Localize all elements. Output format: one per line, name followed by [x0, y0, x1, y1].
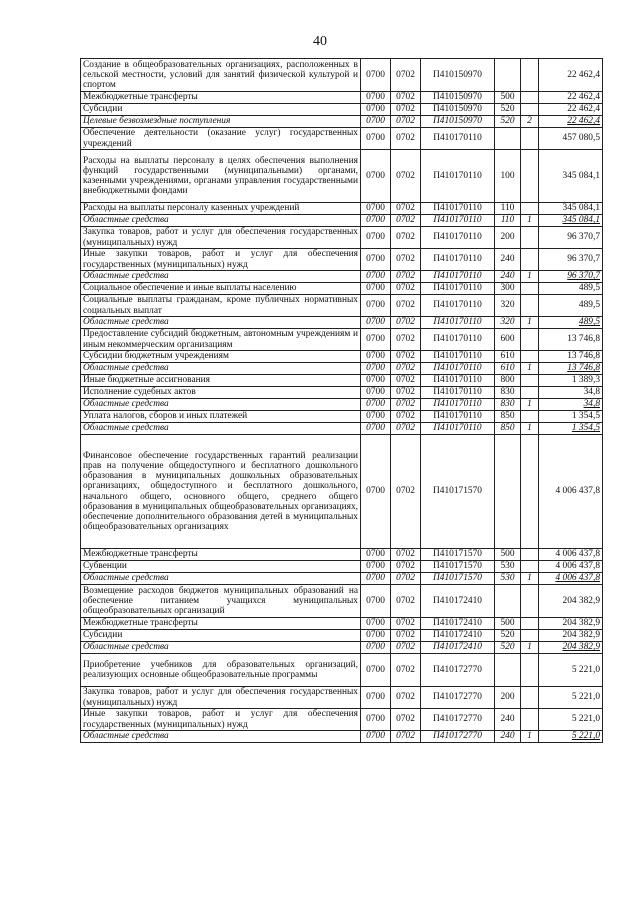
row-source-cell — [521, 387, 539, 399]
row-section-cell: 0700 — [361, 387, 391, 399]
row-type-cell: 600 — [495, 329, 521, 351]
row-subsection-cell: 0702 — [391, 150, 421, 203]
table-row — [81, 363, 603, 375]
row-name-cell: Приобретение учебников для образовательных организаций, реализующих основные общеобразовательные программы — [81, 654, 361, 687]
row-amount-cell: 489,5 — [539, 283, 603, 295]
row-section-cell: 0700 — [361, 654, 391, 687]
row-code-cell: П410170110 — [421, 128, 495, 150]
row-code-cell: П410171570 — [421, 573, 495, 585]
table-row — [81, 150, 603, 203]
row-section-cell: 0700 — [361, 128, 391, 150]
row-section-cell: 0700 — [361, 215, 391, 227]
row-type-cell: 110 — [495, 203, 521, 215]
row-subsection-cell: 0702 — [391, 104, 421, 116]
table-row — [81, 387, 603, 399]
row-source-cell — [521, 709, 539, 731]
row-subsection-cell: 0702 — [391, 642, 421, 654]
row-amount-cell: 5 221,0 — [539, 687, 603, 709]
table-row — [81, 423, 603, 435]
row-subsection-cell: 0702 — [391, 387, 421, 399]
row-source-cell — [521, 654, 539, 687]
row-name-cell: Областные средства — [81, 363, 361, 375]
row-code-cell: П410150970 — [421, 116, 495, 128]
row-source-cell: 1 — [521, 642, 539, 654]
row-name-cell: Финансовое обеспечение государственных гарантий реализации прав на получение общедоступного и бесплатного дошкольного образования в муниципальных дошкольных образовательных организациях, общедоступного и бесплатного дошкольного, начального общего, основного общего, среднего общего образования в муниципальных общеобразовательных организациях, обеспечение дополнительного образования детей в муниципальных общеобразовательных организациях — [81, 435, 361, 549]
row-amount-cell: 5 221,0 — [539, 731, 603, 743]
row-type-cell: 300 — [495, 283, 521, 295]
row-section-cell: 0700 — [361, 561, 391, 573]
page-number: 40 — [313, 34, 327, 49]
row-section-cell: 0700 — [361, 585, 391, 618]
row-amount-cell: 345 084,1 — [539, 203, 603, 215]
row-name-cell: Социальные выплаты гражданам, кроме публичных нормативных социальных выплат — [81, 295, 361, 317]
row-subsection-cell: 0702 — [391, 128, 421, 150]
row-section-cell: 0700 — [361, 295, 391, 317]
row-subsection-cell: 0702 — [391, 687, 421, 709]
row-type-cell: 520 — [495, 104, 521, 116]
table-row — [81, 295, 603, 317]
row-name-cell: Обеспечение деятельности (оказание услуг) государственных учреждений — [81, 128, 361, 150]
row-subsection-cell: 0702 — [391, 399, 421, 411]
row-amount-cell: 22 462,4 — [539, 59, 603, 92]
table-row — [81, 399, 603, 411]
row-section-cell: 0700 — [361, 150, 391, 203]
row-code-cell: П410170110 — [421, 271, 495, 283]
row-source-cell — [521, 128, 539, 150]
row-type-cell — [495, 59, 521, 92]
row-name-cell: Субсидии — [81, 630, 361, 642]
row-section-cell: 0700 — [361, 549, 391, 561]
row-source-cell: 1 — [521, 317, 539, 329]
row-subsection-cell: 0702 — [391, 363, 421, 375]
row-amount-cell: 4 006 437,8 — [539, 549, 603, 561]
row-source-cell — [521, 585, 539, 618]
row-subsection-cell: 0702 — [391, 227, 421, 249]
row-section-cell: 0700 — [361, 104, 391, 116]
row-name-cell: Субсидии — [81, 104, 361, 116]
row-subsection-cell: 0702 — [391, 317, 421, 329]
table-row — [81, 731, 603, 743]
row-name-cell: Областные средства — [81, 271, 361, 283]
row-subsection-cell: 0702 — [391, 249, 421, 271]
row-code-cell: П410170110 — [421, 317, 495, 329]
row-subsection-cell: 0702 — [391, 423, 421, 435]
row-section-cell: 0700 — [361, 203, 391, 215]
table-row — [81, 271, 603, 283]
table-row — [81, 317, 603, 329]
table-row — [81, 435, 603, 549]
table-row — [81, 375, 603, 387]
row-code-cell: П410170110 — [421, 215, 495, 227]
row-name-cell: Областные средства — [81, 642, 361, 654]
row-type-cell: 240 — [495, 709, 521, 731]
row-source-cell: 1 — [521, 363, 539, 375]
row-section-cell: 0700 — [361, 435, 391, 549]
table-row — [81, 630, 603, 642]
row-amount-cell: 457 080,5 — [539, 128, 603, 150]
row-subsection-cell: 0702 — [391, 731, 421, 743]
row-type-cell: 500 — [495, 549, 521, 561]
row-source-cell — [521, 630, 539, 642]
row-amount-cell: 5 221,0 — [539, 709, 603, 731]
row-name-cell: Межбюджетные трансферты — [81, 92, 361, 104]
table-row — [81, 283, 603, 295]
row-source-cell: 1 — [521, 215, 539, 227]
row-source-cell — [521, 435, 539, 549]
row-type-cell: 850 — [495, 411, 521, 423]
row-subsection-cell: 0702 — [391, 329, 421, 351]
row-section-cell: 0700 — [361, 618, 391, 630]
row-source-cell — [521, 104, 539, 116]
row-name-cell: Создание в общеобразовательных организациях, расположенных в сельской местности, условий для занятий физической культурой и спортом — [81, 59, 361, 92]
row-amount-cell: 5 221,0 — [539, 654, 603, 687]
row-source-cell — [521, 411, 539, 423]
table-row — [81, 215, 603, 227]
row-name-cell: Закупка товаров, работ и услуг для обеспечения государственных (муниципальных) нужд — [81, 687, 361, 709]
row-subsection-cell: 0702 — [391, 654, 421, 687]
table-row — [81, 654, 603, 687]
row-section-cell: 0700 — [361, 399, 391, 411]
table-row — [81, 411, 603, 423]
row-section-cell: 0700 — [361, 271, 391, 283]
row-type-cell: 610 — [495, 363, 521, 375]
row-name-cell: Областные средства — [81, 317, 361, 329]
row-subsection-cell: 0702 — [391, 549, 421, 561]
row-source-cell — [521, 375, 539, 387]
row-code-cell: П410170110 — [421, 227, 495, 249]
table-row — [81, 329, 603, 351]
row-subsection-cell: 0702 — [391, 435, 421, 549]
row-name-cell: Межбюджетные трансферты — [81, 618, 361, 630]
row-name-cell: Областные средства — [81, 731, 361, 743]
row-type-cell: 110 — [495, 215, 521, 227]
table-row — [81, 709, 603, 731]
row-subsection-cell: 0702 — [391, 59, 421, 92]
row-code-cell: П410170110 — [421, 423, 495, 435]
row-code-cell: П410170110 — [421, 249, 495, 271]
row-amount-cell: 345 084,1 — [539, 150, 603, 203]
table-row — [81, 561, 603, 573]
row-name-cell: Расходы на выплаты персоналу казенных учреждений — [81, 203, 361, 215]
row-code-cell: П410172770 — [421, 709, 495, 731]
row-type-cell: 320 — [495, 317, 521, 329]
budget-table-body — [81, 59, 603, 743]
row-source-cell — [521, 351, 539, 363]
row-code-cell: П410150970 — [421, 92, 495, 104]
row-subsection-cell: 0702 — [391, 283, 421, 295]
row-code-cell: П410170110 — [421, 375, 495, 387]
row-code-cell: П410170110 — [421, 150, 495, 203]
table-row — [81, 573, 603, 585]
table-row — [81, 549, 603, 561]
row-subsection-cell: 0702 — [391, 585, 421, 618]
row-name-cell: Закупка товаров, работ и услуг для обеспечения государственных (муниципальных) нужд — [81, 227, 361, 249]
row-amount-cell: 34,8 — [539, 399, 603, 411]
row-source-cell — [521, 549, 539, 561]
row-amount-cell: 345 084,1 — [539, 215, 603, 227]
row-section-cell: 0700 — [361, 709, 391, 731]
row-name-cell: Областные средства — [81, 399, 361, 411]
row-source-cell — [521, 283, 539, 295]
row-type-cell: 200 — [495, 227, 521, 249]
row-subsection-cell: 0702 — [391, 630, 421, 642]
row-code-cell: П410170110 — [421, 283, 495, 295]
row-source-cell — [521, 150, 539, 203]
row-subsection-cell: 0702 — [391, 203, 421, 215]
row-amount-cell: 4 006 437,8 — [539, 561, 603, 573]
row-amount-cell: 1 354,5 — [539, 411, 603, 423]
budget-table — [80, 58, 603, 743]
row-subsection-cell: 0702 — [391, 351, 421, 363]
row-code-cell: П410172770 — [421, 687, 495, 709]
row-source-cell — [521, 561, 539, 573]
row-section-cell: 0700 — [361, 329, 391, 351]
row-section-cell: 0700 — [361, 317, 391, 329]
table-row — [81, 618, 603, 630]
row-amount-cell: 22 462,4 — [539, 104, 603, 116]
row-amount-cell: 96 370,7 — [539, 227, 603, 249]
row-code-cell: П410170110 — [421, 295, 495, 317]
table-row — [81, 585, 603, 618]
table-row — [81, 203, 603, 215]
row-code-cell: П410170110 — [421, 399, 495, 411]
row-type-cell: 850 — [495, 423, 521, 435]
row-section-cell: 0700 — [361, 283, 391, 295]
row-amount-cell: 204 382,9 — [539, 585, 603, 618]
row-code-cell: П410171570 — [421, 549, 495, 561]
row-section-cell: 0700 — [361, 227, 391, 249]
row-section-cell: 0700 — [361, 411, 391, 423]
row-section-cell: 0700 — [361, 687, 391, 709]
table-row — [81, 104, 603, 116]
row-code-cell: П410172410 — [421, 642, 495, 654]
row-type-cell — [495, 435, 521, 549]
row-code-cell: П410150970 — [421, 104, 495, 116]
row-amount-cell: 22 462,4 — [539, 116, 603, 128]
row-subsection-cell: 0702 — [391, 92, 421, 104]
row-type-cell: 530 — [495, 561, 521, 573]
row-name-cell: Расходы на выплаты персоналу в целях обеспечения выполнения функций государственными (муниципальными) органами, казенными учреждениями, органами управления государственными внебюджетными фондами — [81, 150, 361, 203]
row-source-cell: 2 — [521, 116, 539, 128]
row-amount-cell: 489,5 — [539, 295, 603, 317]
row-code-cell: П410170110 — [421, 351, 495, 363]
table-row — [81, 351, 603, 363]
row-amount-cell: 34,8 — [539, 387, 603, 399]
row-subsection-cell: 0702 — [391, 411, 421, 423]
row-name-cell: Уплата налогов, сборов и иных платежей — [81, 411, 361, 423]
row-type-cell: 610 — [495, 351, 521, 363]
row-section-cell: 0700 — [361, 630, 391, 642]
row-source-cell — [521, 295, 539, 317]
table-row — [81, 687, 603, 709]
row-subsection-cell: 0702 — [391, 271, 421, 283]
row-source-cell: 1 — [521, 399, 539, 411]
row-source-cell — [521, 618, 539, 630]
table-row — [81, 642, 603, 654]
row-name-cell: Межбюджетные трансферты — [81, 549, 361, 561]
row-subsection-cell: 0702 — [391, 375, 421, 387]
row-code-cell: П410172410 — [421, 618, 495, 630]
row-name-cell: Областные средства — [81, 215, 361, 227]
row-amount-cell: 13 746,8 — [539, 329, 603, 351]
row-subsection-cell: 0702 — [391, 573, 421, 585]
row-amount-cell: 96 370,7 — [539, 249, 603, 271]
row-subsection-cell: 0702 — [391, 295, 421, 317]
row-section-cell: 0700 — [361, 116, 391, 128]
row-amount-cell: 204 382,9 — [539, 642, 603, 654]
row-type-cell — [495, 654, 521, 687]
row-name-cell: Социальное обеспечение и иные выплаты населению — [81, 283, 361, 295]
row-section-cell: 0700 — [361, 731, 391, 743]
row-code-cell: П410172770 — [421, 654, 495, 687]
row-subsection-cell: 0702 — [391, 709, 421, 731]
row-amount-cell: 22 462,4 — [539, 92, 603, 104]
row-section-cell: 0700 — [361, 423, 391, 435]
row-section-cell: 0700 — [361, 59, 391, 92]
row-name-cell: Целевые безвозмездные поступления — [81, 116, 361, 128]
row-amount-cell: 1 354,5 — [539, 423, 603, 435]
table-row — [81, 227, 603, 249]
row-source-cell — [521, 227, 539, 249]
row-subsection-cell: 0702 — [391, 215, 421, 227]
row-name-cell: Субсидии бюджетным учреждениям — [81, 351, 361, 363]
row-name-cell: Субвенции — [81, 561, 361, 573]
row-code-cell: П410170110 — [421, 329, 495, 351]
row-section-cell: 0700 — [361, 375, 391, 387]
row-amount-cell: 489,5 — [539, 317, 603, 329]
row-source-cell — [521, 687, 539, 709]
row-code-cell: П410172410 — [421, 585, 495, 618]
table-row — [81, 128, 603, 150]
row-type-cell: 520 — [495, 116, 521, 128]
table-row — [81, 116, 603, 128]
row-source-cell — [521, 203, 539, 215]
row-name-cell: Иные бюджетные ассигнования — [81, 375, 361, 387]
row-type-cell: 100 — [495, 150, 521, 203]
row-type-cell: 830 — [495, 387, 521, 399]
row-code-cell: П410150970 — [421, 59, 495, 92]
row-code-cell: П410172770 — [421, 731, 495, 743]
row-subsection-cell: 0702 — [391, 561, 421, 573]
row-name-cell: Областные средства — [81, 573, 361, 585]
row-type-cell — [495, 585, 521, 618]
row-amount-cell: 4 006 437,8 — [539, 435, 603, 549]
row-source-cell: 1 — [521, 573, 539, 585]
row-subsection-cell: 0702 — [391, 116, 421, 128]
row-source-cell — [521, 329, 539, 351]
row-code-cell: П410170110 — [421, 363, 495, 375]
table-row — [81, 92, 603, 104]
row-type-cell: 800 — [495, 375, 521, 387]
row-code-cell: П410172410 — [421, 630, 495, 642]
row-type-cell: 320 — [495, 295, 521, 317]
row-amount-cell: 13 746,8 — [539, 351, 603, 363]
row-type-cell — [495, 128, 521, 150]
row-section-cell: 0700 — [361, 351, 391, 363]
row-code-cell: П410170110 — [421, 387, 495, 399]
row-name-cell: Предоставление субсидий бюджетным, автономным учреждениям и иным некоммерческим организациям — [81, 329, 361, 351]
row-source-cell: 1 — [521, 271, 539, 283]
row-type-cell: 240 — [495, 249, 521, 271]
row-section-cell: 0700 — [361, 573, 391, 585]
row-amount-cell: 13 746,8 — [539, 363, 603, 375]
row-source-cell — [521, 92, 539, 104]
row-type-cell: 500 — [495, 92, 521, 104]
row-type-cell: 520 — [495, 642, 521, 654]
row-type-cell: 500 — [495, 618, 521, 630]
row-name-cell: Иные закупки товаров, работ и услуг для обеспечения государственных (муниципальных) нужд — [81, 249, 361, 271]
row-amount-cell: 204 382,9 — [539, 618, 603, 630]
row-section-cell: 0700 — [361, 363, 391, 375]
row-name-cell: Областные средства — [81, 423, 361, 435]
row-type-cell: 240 — [495, 271, 521, 283]
table-row — [81, 59, 603, 92]
row-type-cell: 240 — [495, 731, 521, 743]
row-code-cell: П410170110 — [421, 411, 495, 423]
row-name-cell: Возмещение расходов бюджетов муниципальных образований на обеспечение питанием учащихся муниципальных общеобразовательных организаций — [81, 585, 361, 618]
row-amount-cell: 4 006 437,8 — [539, 573, 603, 585]
row-source-cell: 1 — [521, 731, 539, 743]
row-type-cell: 530 — [495, 573, 521, 585]
row-source-cell: 1 — [521, 423, 539, 435]
row-name-cell: Исполнение судебных актов — [81, 387, 361, 399]
row-section-cell: 0700 — [361, 642, 391, 654]
table-row — [81, 249, 603, 271]
row-section-cell: 0700 — [361, 249, 391, 271]
row-type-cell: 200 — [495, 687, 521, 709]
row-type-cell: 520 — [495, 630, 521, 642]
row-subsection-cell: 0702 — [391, 618, 421, 630]
row-code-cell: П410170110 — [421, 203, 495, 215]
row-source-cell — [521, 249, 539, 271]
row-amount-cell: 96 370,7 — [539, 271, 603, 283]
row-code-cell: П410171570 — [421, 435, 495, 549]
row-code-cell: П410171570 — [421, 561, 495, 573]
row-amount-cell: 204 382,9 — [539, 630, 603, 642]
row-name-cell: Иные закупки товаров, работ и услуг для обеспечения государственных (муниципальных) нужд — [81, 709, 361, 731]
row-section-cell: 0700 — [361, 92, 391, 104]
row-source-cell — [521, 59, 539, 92]
row-type-cell: 830 — [495, 399, 521, 411]
row-amount-cell: 1 389,3 — [539, 375, 603, 387]
